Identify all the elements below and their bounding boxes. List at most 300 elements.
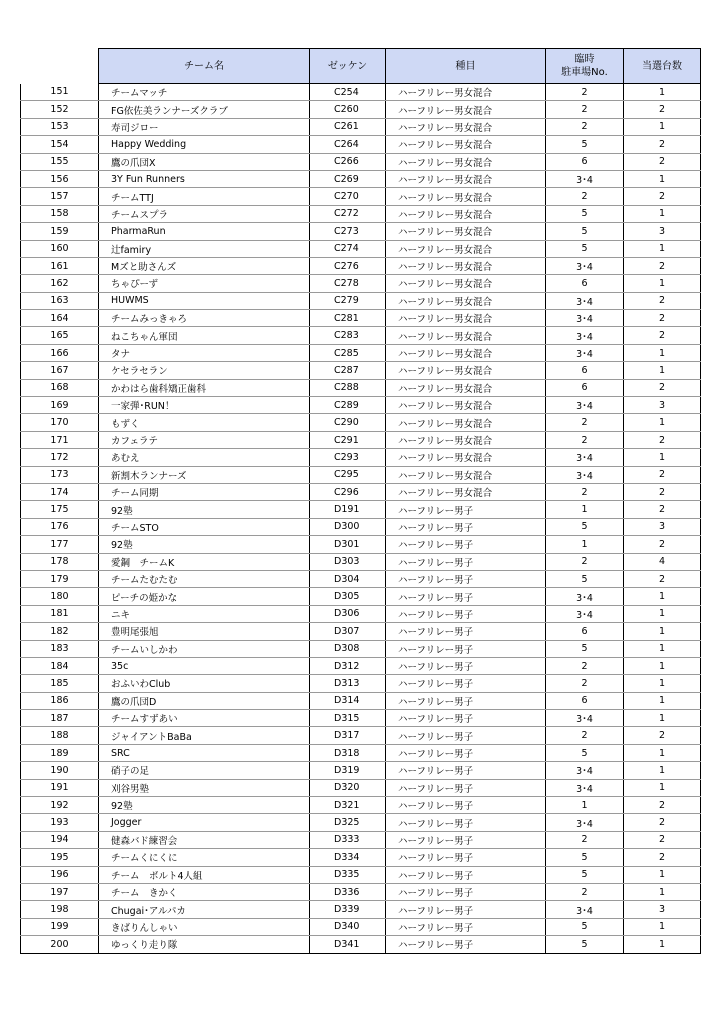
parking-lot-cell: 3･4 bbox=[546, 901, 624, 918]
category-cell: ハーフリレー男女混合 bbox=[386, 101, 546, 118]
bib-number-cell: C288 bbox=[310, 379, 386, 396]
parking-lot-cell: 3･4 bbox=[546, 779, 624, 796]
row-number-cell: 188 bbox=[21, 727, 99, 744]
row-number-cell: 156 bbox=[21, 170, 99, 187]
parking-lot-cell: 2 bbox=[546, 101, 624, 118]
parking-lot-cell: 3･4 bbox=[546, 762, 624, 779]
bib-number-cell: C261 bbox=[310, 118, 386, 135]
parking-lot-cell: 3･4 bbox=[546, 588, 624, 605]
bib-number-cell: C287 bbox=[310, 362, 386, 379]
row-number-cell: 175 bbox=[21, 501, 99, 518]
row-number-cell: 155 bbox=[21, 153, 99, 170]
category-cell: ハーフリレー男女混合 bbox=[386, 240, 546, 257]
parking-lot-cell: 2 bbox=[546, 675, 624, 692]
category-cell: ハーフリレー男子 bbox=[386, 901, 546, 918]
category-cell: ハーフリレー男女混合 bbox=[386, 118, 546, 135]
table-row bbox=[21, 188, 701, 205]
bib-number-cell: C290 bbox=[310, 414, 386, 431]
team-name-cell: 92塾 bbox=[99, 501, 310, 518]
team-name-cell: チームいしかわ bbox=[99, 640, 310, 657]
category-cell: ハーフリレー男女混合 bbox=[386, 223, 546, 240]
team-name-cell: チームスプラ bbox=[99, 205, 310, 222]
header-bib: ゼッケン bbox=[310, 49, 386, 84]
bib-number-cell: D335 bbox=[310, 866, 386, 883]
parking-lot-cell: 3･4 bbox=[546, 327, 624, 344]
category-cell: ハーフリレー男子 bbox=[386, 536, 546, 553]
car-count-cell: 2 bbox=[624, 536, 701, 553]
table-row bbox=[21, 553, 701, 570]
table-row bbox=[21, 692, 701, 709]
parking-lot-cell: 6 bbox=[546, 623, 624, 640]
car-count-cell: 2 bbox=[624, 501, 701, 518]
bib-number-cell: D308 bbox=[310, 640, 386, 657]
parking-lot-cell: 1 bbox=[546, 501, 624, 518]
car-count-cell: 2 bbox=[624, 153, 701, 170]
bib-number-cell: C264 bbox=[310, 136, 386, 153]
header-row bbox=[21, 49, 701, 84]
team-name-cell: かわはら歯科矯正歯科 bbox=[99, 379, 310, 396]
row-number-cell: 163 bbox=[21, 292, 99, 309]
row-number-cell: 176 bbox=[21, 518, 99, 535]
table-row bbox=[21, 936, 701, 953]
team-name-cell: 新割木ランナーズ bbox=[99, 466, 310, 483]
car-count-cell: 2 bbox=[624, 136, 701, 153]
car-count-cell: 1 bbox=[624, 762, 701, 779]
bib-number-cell: C276 bbox=[310, 257, 386, 274]
table-row bbox=[21, 640, 701, 657]
row-number-cell: 152 bbox=[21, 101, 99, 118]
team-name-cell: 3Y Fun Runners bbox=[99, 170, 310, 187]
car-count-cell: 1 bbox=[624, 744, 701, 761]
table-row bbox=[21, 918, 701, 935]
bib-number-cell: D341 bbox=[310, 936, 386, 953]
row-number-cell: 172 bbox=[21, 449, 99, 466]
team-name-cell: おふいわClub bbox=[99, 675, 310, 692]
parking-lot-cell: 5 bbox=[546, 205, 624, 222]
table-row bbox=[21, 849, 701, 866]
category-cell: ハーフリレー男女混合 bbox=[386, 84, 546, 101]
bib-number-cell: D333 bbox=[310, 831, 386, 848]
parking-lot-cell: 5 bbox=[546, 866, 624, 883]
row-number-cell: 187 bbox=[21, 710, 99, 727]
category-cell: ハーフリレー男子 bbox=[386, 501, 546, 518]
car-count-cell: 1 bbox=[624, 240, 701, 257]
car-count-cell: 1 bbox=[624, 936, 701, 953]
bib-number-cell: D301 bbox=[310, 536, 386, 553]
team-name-cell: 一家弾･RUN！ bbox=[99, 397, 310, 414]
car-count-cell: 2 bbox=[624, 188, 701, 205]
parking-lot-cell: 3･4 bbox=[546, 397, 624, 414]
category-cell: ハーフリレー男女混合 bbox=[386, 310, 546, 327]
table-row bbox=[21, 153, 701, 170]
table-row bbox=[21, 605, 701, 622]
car-count-cell: 1 bbox=[624, 344, 701, 361]
team-name-cell: Jogger bbox=[99, 814, 310, 831]
bib-number-cell: D325 bbox=[310, 814, 386, 831]
car-count-cell: 2 bbox=[624, 849, 701, 866]
category-cell: ハーフリレー男子 bbox=[386, 692, 546, 709]
car-count-cell: 1 bbox=[624, 640, 701, 657]
team-name-cell: チーム同期 bbox=[99, 483, 310, 500]
category-cell: ハーフリレー男子 bbox=[386, 918, 546, 935]
bib-number-cell: C260 bbox=[310, 101, 386, 118]
category-cell: ハーフリレー男子 bbox=[386, 727, 546, 744]
car-count-cell: 1 bbox=[624, 449, 701, 466]
parking-lot-cell: 3･4 bbox=[546, 344, 624, 361]
category-cell: ハーフリレー男女混合 bbox=[386, 275, 546, 292]
bib-number-cell: D334 bbox=[310, 849, 386, 866]
table-row bbox=[21, 205, 701, 222]
category-cell: ハーフリレー男子 bbox=[386, 570, 546, 587]
team-name-cell: 健森バド練習会 bbox=[99, 831, 310, 848]
car-count-cell: 2 bbox=[624, 327, 701, 344]
parking-lot-cell: 3･4 bbox=[546, 310, 624, 327]
bib-number-cell: C273 bbox=[310, 223, 386, 240]
team-name-cell: Chugai･アルパカ bbox=[99, 901, 310, 918]
table-row bbox=[21, 483, 701, 500]
category-cell: ハーフリレー男女混合 bbox=[386, 153, 546, 170]
header-cars: 当選台数 bbox=[624, 49, 701, 84]
row-number-cell: 159 bbox=[21, 223, 99, 240]
bib-number-cell: D317 bbox=[310, 727, 386, 744]
team-name-cell: きばりんしゃい bbox=[99, 918, 310, 935]
car-count-cell: 2 bbox=[624, 814, 701, 831]
car-count-cell: 2 bbox=[624, 101, 701, 118]
table-row bbox=[21, 240, 701, 257]
parking-lot-cell: 2 bbox=[546, 553, 624, 570]
car-count-cell: 1 bbox=[624, 918, 701, 935]
row-number-cell: 194 bbox=[21, 831, 99, 848]
team-name-cell: チームマッチ bbox=[99, 84, 310, 101]
bib-number-cell: C293 bbox=[310, 449, 386, 466]
category-cell: ハーフリレー男女混合 bbox=[386, 362, 546, 379]
bib-number-cell: D312 bbox=[310, 657, 386, 674]
category-cell: ハーフリレー男女混合 bbox=[386, 188, 546, 205]
table-row bbox=[21, 779, 701, 796]
table-row bbox=[21, 797, 701, 814]
team-name-cell: チームたむたむ bbox=[99, 570, 310, 587]
row-number-cell: 160 bbox=[21, 240, 99, 257]
bib-number-cell: C291 bbox=[310, 431, 386, 448]
row-number-cell: 200 bbox=[21, 936, 99, 953]
row-number-cell: 154 bbox=[21, 136, 99, 153]
table-row bbox=[21, 101, 701, 118]
car-count-cell: 3 bbox=[624, 518, 701, 535]
bib-number-cell: C283 bbox=[310, 327, 386, 344]
row-number-cell: 166 bbox=[21, 344, 99, 361]
parking-lot-cell: 2 bbox=[546, 483, 624, 500]
parking-lot-cell: 3･4 bbox=[546, 292, 624, 309]
bib-number-cell: C270 bbox=[310, 188, 386, 205]
car-count-cell: 2 bbox=[624, 310, 701, 327]
team-name-cell: チームくにくに bbox=[99, 849, 310, 866]
table-row bbox=[21, 118, 701, 135]
category-cell: ハーフリレー男子 bbox=[386, 866, 546, 883]
parking-lot-cell: 2 bbox=[546, 414, 624, 431]
row-number-cell: 178 bbox=[21, 553, 99, 570]
bib-number-cell: C279 bbox=[310, 292, 386, 309]
bib-number-cell: D305 bbox=[310, 588, 386, 605]
table-row bbox=[21, 362, 701, 379]
car-count-cell: 1 bbox=[624, 657, 701, 674]
category-cell: ハーフリレー男子 bbox=[386, 779, 546, 796]
table-row bbox=[21, 397, 701, 414]
row-number-cell: 173 bbox=[21, 466, 99, 483]
category-cell: ハーフリレー男女混合 bbox=[386, 397, 546, 414]
team-name-cell: ねこちゃん軍団 bbox=[99, 327, 310, 344]
row-number-cell: 158 bbox=[21, 205, 99, 222]
parking-lot-cell: 3･4 bbox=[546, 466, 624, 483]
bib-number-cell: C254 bbox=[310, 84, 386, 101]
row-number-cell: 179 bbox=[21, 570, 99, 587]
bib-number-cell: D300 bbox=[310, 518, 386, 535]
car-count-cell: 1 bbox=[624, 362, 701, 379]
row-number-cell: 190 bbox=[21, 762, 99, 779]
table-row bbox=[21, 310, 701, 327]
row-number-cell: 170 bbox=[21, 414, 99, 431]
category-cell: ハーフリレー男子 bbox=[386, 588, 546, 605]
parking-lot-cell: 6 bbox=[546, 692, 624, 709]
team-name-cell: Mズと助さんズ bbox=[99, 257, 310, 274]
table-row bbox=[21, 327, 701, 344]
row-number-cell: 199 bbox=[21, 918, 99, 935]
row-number-cell: 184 bbox=[21, 657, 99, 674]
parking-lot-cell: 2 bbox=[546, 431, 624, 448]
category-cell: ハーフリレー男女混合 bbox=[386, 257, 546, 274]
team-name-cell: 寿司ジロー bbox=[99, 118, 310, 135]
bib-number-cell: C272 bbox=[310, 205, 386, 222]
row-number-cell: 198 bbox=[21, 901, 99, 918]
category-cell: ハーフリレー男子 bbox=[386, 675, 546, 692]
table-row bbox=[21, 831, 701, 848]
car-count-cell: 2 bbox=[624, 431, 701, 448]
car-count-cell: 1 bbox=[624, 170, 701, 187]
category-cell: ハーフリレー男子 bbox=[386, 710, 546, 727]
parking-allocation-table bbox=[20, 48, 701, 954]
bib-number-cell: C266 bbox=[310, 153, 386, 170]
parking-lot-cell: 3･4 bbox=[546, 710, 624, 727]
parking-lot-cell: 2 bbox=[546, 831, 624, 848]
row-number-cell: 162 bbox=[21, 275, 99, 292]
car-count-cell: 2 bbox=[624, 292, 701, 309]
table-row bbox=[21, 727, 701, 744]
header-blank bbox=[21, 49, 99, 84]
parking-lot-cell: 2 bbox=[546, 118, 624, 135]
parking-lot-cell: 3･4 bbox=[546, 605, 624, 622]
parking-lot-cell: 2 bbox=[546, 883, 624, 900]
bib-number-cell: D318 bbox=[310, 744, 386, 761]
team-name-cell: Happy Wedding bbox=[99, 136, 310, 153]
category-cell: ハーフリレー男女混合 bbox=[386, 414, 546, 431]
table-row bbox=[21, 536, 701, 553]
parking-lot-cell: 2 bbox=[546, 84, 624, 101]
bib-number-cell: D340 bbox=[310, 918, 386, 935]
team-name-cell: 刈谷男塾 bbox=[99, 779, 310, 796]
team-name-cell: ケセラセラン bbox=[99, 362, 310, 379]
category-cell: ハーフリレー男子 bbox=[386, 553, 546, 570]
parking-lot-cell: 3･4 bbox=[546, 257, 624, 274]
car-count-cell: 1 bbox=[624, 118, 701, 135]
team-name-cell: チーム きかく bbox=[99, 883, 310, 900]
team-name-cell: 鷹の爪団X bbox=[99, 153, 310, 170]
team-name-cell: チームすずあい bbox=[99, 710, 310, 727]
category-cell: ハーフリレー男子 bbox=[386, 640, 546, 657]
parking-lot-cell: 1 bbox=[546, 536, 624, 553]
car-count-cell: 1 bbox=[624, 710, 701, 727]
bib-number-cell: D306 bbox=[310, 605, 386, 622]
category-cell: ハーフリレー男女混合 bbox=[386, 379, 546, 396]
bib-number-cell: D336 bbox=[310, 883, 386, 900]
table-row bbox=[21, 344, 701, 361]
category-cell: ハーフリレー男子 bbox=[386, 936, 546, 953]
team-name-cell: FG依佐美ランナーズクラブ bbox=[99, 101, 310, 118]
parking-lot-cell: 3･4 bbox=[546, 814, 624, 831]
bib-number-cell: C281 bbox=[310, 310, 386, 327]
table-body bbox=[21, 84, 701, 954]
parking-lot-cell: 5 bbox=[546, 136, 624, 153]
row-number-cell: 174 bbox=[21, 483, 99, 500]
car-count-cell: 4 bbox=[624, 553, 701, 570]
parking-lot-cell: 5 bbox=[546, 744, 624, 761]
table-row bbox=[21, 901, 701, 918]
team-name-cell: チーム ボルト4人組 bbox=[99, 866, 310, 883]
parking-lot-cell: 5 bbox=[546, 240, 624, 257]
team-name-cell: 硝子の足 bbox=[99, 762, 310, 779]
car-count-cell: 2 bbox=[624, 379, 701, 396]
car-count-cell: 1 bbox=[624, 675, 701, 692]
car-count-cell: 2 bbox=[624, 570, 701, 587]
bib-number-cell: C295 bbox=[310, 466, 386, 483]
table-row bbox=[21, 588, 701, 605]
car-count-cell: 1 bbox=[624, 275, 701, 292]
category-cell: ハーフリレー男子 bbox=[386, 849, 546, 866]
table-row bbox=[21, 657, 701, 674]
category-cell: ハーフリレー男女混合 bbox=[386, 170, 546, 187]
row-number-cell: 182 bbox=[21, 623, 99, 640]
team-name-cell: あむえ bbox=[99, 449, 310, 466]
category-cell: ハーフリレー男女混合 bbox=[386, 327, 546, 344]
table-row bbox=[21, 710, 701, 727]
bib-number-cell: D339 bbox=[310, 901, 386, 918]
header-parking-line2: 駐車場No. bbox=[561, 67, 608, 78]
bib-number-cell: C274 bbox=[310, 240, 386, 257]
team-name-cell: カフェラテ bbox=[99, 431, 310, 448]
bib-number-cell: D319 bbox=[310, 762, 386, 779]
row-number-cell: 181 bbox=[21, 605, 99, 622]
bib-number-cell: C278 bbox=[310, 275, 386, 292]
bib-number-cell: D307 bbox=[310, 623, 386, 640]
table-row bbox=[21, 883, 701, 900]
parking-lot-cell: 5 bbox=[546, 918, 624, 935]
row-number-cell: 185 bbox=[21, 675, 99, 692]
table-row bbox=[21, 275, 701, 292]
row-number-cell: 168 bbox=[21, 379, 99, 396]
parking-lot-cell: 3･4 bbox=[546, 170, 624, 187]
category-cell: ハーフリレー男子 bbox=[386, 744, 546, 761]
team-name-cell: 35c bbox=[99, 657, 310, 674]
car-count-cell: 2 bbox=[624, 257, 701, 274]
table-row bbox=[21, 292, 701, 309]
parking-lot-cell: 2 bbox=[546, 727, 624, 744]
table-row bbox=[21, 449, 701, 466]
bib-number-cell: D191 bbox=[310, 501, 386, 518]
table-row bbox=[21, 866, 701, 883]
category-cell: ハーフリレー男子 bbox=[386, 831, 546, 848]
parking-lot-cell: 5 bbox=[546, 223, 624, 240]
table-row bbox=[21, 379, 701, 396]
bib-number-cell: D315 bbox=[310, 710, 386, 727]
category-cell: ハーフリレー男子 bbox=[386, 762, 546, 779]
team-name-cell: 愛鋼 チームK bbox=[99, 553, 310, 570]
row-number-cell: 151 bbox=[21, 84, 99, 101]
category-cell: ハーフリレー男女混合 bbox=[386, 292, 546, 309]
header-parking bbox=[546, 49, 624, 84]
row-number-cell: 177 bbox=[21, 536, 99, 553]
bib-number-cell: D303 bbox=[310, 553, 386, 570]
team-name-cell: チームSTO bbox=[99, 518, 310, 535]
team-name-cell: ニキ bbox=[99, 605, 310, 622]
parking-lot-cell: 5 bbox=[546, 640, 624, 657]
car-count-cell: 2 bbox=[624, 466, 701, 483]
table-row bbox=[21, 466, 701, 483]
row-number-cell: 157 bbox=[21, 188, 99, 205]
header-parking-line1: 臨時 bbox=[574, 54, 595, 65]
row-number-cell: 191 bbox=[21, 779, 99, 796]
bib-number-cell: D314 bbox=[310, 692, 386, 709]
category-cell: ハーフリレー男子 bbox=[386, 814, 546, 831]
parking-lot-cell: 6 bbox=[546, 362, 624, 379]
team-name-cell: HUWMS bbox=[99, 292, 310, 309]
table-row bbox=[21, 744, 701, 761]
table-row bbox=[21, 170, 701, 187]
team-name-cell: SRC bbox=[99, 744, 310, 761]
bib-number-cell: C289 bbox=[310, 397, 386, 414]
table-row bbox=[21, 84, 701, 101]
table-row bbox=[21, 223, 701, 240]
car-count-cell: 1 bbox=[624, 205, 701, 222]
bib-number-cell: D313 bbox=[310, 675, 386, 692]
parking-lot-cell: 6 bbox=[546, 379, 624, 396]
category-cell: ハーフリレー男子 bbox=[386, 605, 546, 622]
table-row bbox=[21, 414, 701, 431]
car-count-cell: 1 bbox=[624, 883, 701, 900]
car-count-cell: 1 bbox=[624, 588, 701, 605]
row-number-cell: 197 bbox=[21, 883, 99, 900]
team-name-cell: 豊明尾張旭 bbox=[99, 623, 310, 640]
category-cell: ハーフリレー男女混合 bbox=[386, 205, 546, 222]
table-row bbox=[21, 431, 701, 448]
car-count-cell: 1 bbox=[624, 605, 701, 622]
parking-lot-cell: 6 bbox=[546, 153, 624, 170]
car-count-cell: 3 bbox=[624, 223, 701, 240]
row-number-cell: 180 bbox=[21, 588, 99, 605]
category-cell: ハーフリレー男女混合 bbox=[386, 344, 546, 361]
row-number-cell: 189 bbox=[21, 744, 99, 761]
bib-number-cell: C269 bbox=[310, 170, 386, 187]
car-count-cell: 2 bbox=[624, 797, 701, 814]
car-count-cell: 2 bbox=[624, 727, 701, 744]
row-number-cell: 161 bbox=[21, 257, 99, 274]
row-number-cell: 153 bbox=[21, 118, 99, 135]
parking-lot-cell: 3･4 bbox=[546, 449, 624, 466]
car-count-cell: 3 bbox=[624, 901, 701, 918]
parking-lot-cell: 5 bbox=[546, 849, 624, 866]
team-name-cell: ピーチの姫かな bbox=[99, 588, 310, 605]
car-count-cell: 2 bbox=[624, 483, 701, 500]
team-name-cell: チームTTJ bbox=[99, 188, 310, 205]
parking-lot-cell: 5 bbox=[546, 936, 624, 953]
table-row bbox=[21, 518, 701, 535]
